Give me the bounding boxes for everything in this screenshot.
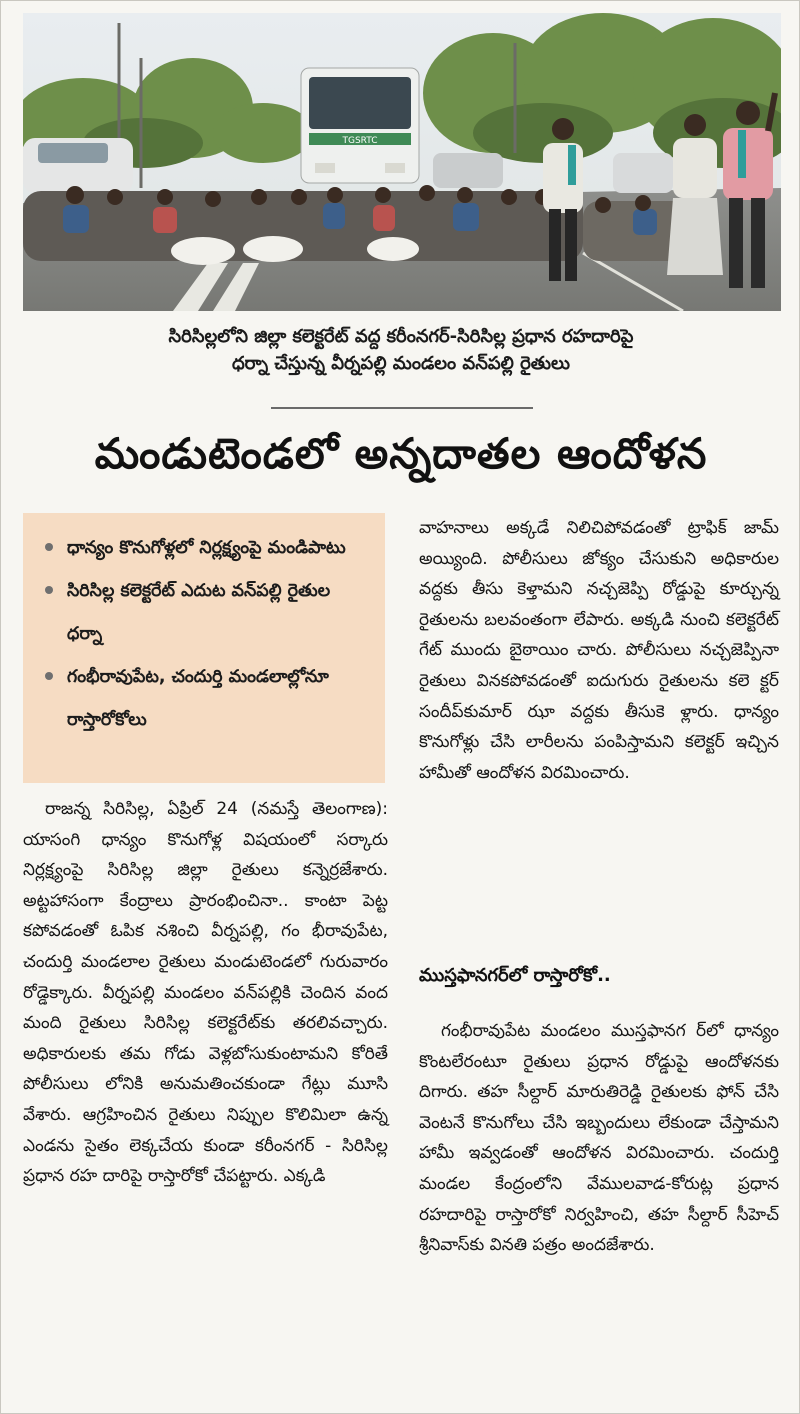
article-body-left: రాజన్న సిరిసిల్ల, ఏప్రిల్ 24 (నమస్తే తెలంగాణ): యాసంగి ధాన్యం కొనుగోళ్ల విషయంలో సర్కారు నిర్లక్ష్యంపై సిరిసిల్ల జిల్లా రైతులు కన్నెర్రజేశారు. అట్టహాసంగా కేంద్రాలు ప్రారంభించినా.. కాంటా పెట్ట కపోవడంతో ఓపిక నశించి వీర్నపల్లి, గం భీరావుపేట, చందుర్తి మండలాల రైతులు మండుటెండలో గురువారం రోడ్డెక్కారు. వీర్నపల్లి మండలం వన్‌పల్లికి చెందిన వంద మంది రైతులు సిరిసిల్ల కలెక్టరేట్‌కు తరలివచ్చారు. అధికారులకు తమ గోడు వెళ్లబోసుకుంటామని కోరితే పోలీసులు లోనికి అనుమతించకుండా గేట్లు మూసి వేశారు. ఆగ్రహించిన రైతులు నిప్పుల కొలిమిలా ఉన్న ఎండను సైతం లెక్కచేయ కుండా కరీంనగర్ - సిరిసిల్ల ప్రధాన రహ దారిపై రాస్తారోకో చేపట్టారు. ఎక్కడి — [23, 799, 388, 1187]
bus — [301, 68, 419, 183]
highlight-item: సిరిసిల్ల కలెక్టరేట్ ఎదుట వన్‌పల్లి రైతుల ధర్నా — [43, 570, 371, 656]
photo-caption-line-2: ధర్నా చేస్తున్న వీర్నపల్లి మండలం వన్‌పల్లి రైతులు — [231, 353, 571, 374]
article-body-right: వాహనాలు అక్కడే నిలిచిపోవడంతో ట్రాఫిక్ జామ్ అయ్యింది. పోలీసులు జోక్యం చేసుకుని అధికారుల వద్దకు తీసు కెళ్తామని నచ్చజెప్పి రోడ్డుపై కూర్చున్న రైతులను బలవంతంగా లేపారు. అక్కడి నుంచి కలెక్టరేట్ గేట్ ముందు బైఠాయిం చారు. పోలీసులు నచ్చజెప్పినా రైతులు వినకపోవడంతో ఐదుగురు రైతులను కలె క్టర్ సందీప్‌కుమార్ ఝా వద్దకు తీసుకె ళ్లారు. ధాన్యం కొనుగోళ్లు చేసి లారీలను పంపిస్తామని కలెక్టర్ ఇచ్చిన హామీతో ఆందోళన విరమించారు. — [419, 518, 779, 783]
car — [23, 138, 133, 193]
subheading: ముస్తఫానగర్‌లో రాస్తారోకో.. — [419, 965, 611, 986]
photo-caption-line-1: సిరిసిల్లలోని జిల్లా కలెక్టరేట్ వద్ద కరీంనగర్-సిరిసిల్ల ప్రధాన రహదారిపై — [168, 326, 634, 347]
highlight-item: ధాన్యం కొనుగోళ్లలో నిర్లక్ష్యంపై మండిపాటు — [43, 527, 371, 570]
headline: మండుటెండలో అన్నదాతల ఆందోళన — [94, 429, 708, 478]
bus-plate-text: TGSRTC — [342, 136, 378, 146]
protest-photo — [23, 13, 781, 311]
highlight-item: గంభీరావుపేట, చందుర్తి మండలాల్లోనూ రాస్తారోకోలు — [43, 656, 371, 742]
caption-divider — [271, 407, 533, 409]
protest-photo-illustration — [23, 13, 781, 311]
photo-caption — [41, 323, 761, 377]
article-body-right-continued: గంభీరావుపేట మండలం ముస్తఫానగ ర్‌లో ధాన్యం కొంటలేరంటూ రైతులు ప్రధాన రోడ్డుపై ఆందోళనకు దిగారు. తహ సీల్దార్ మారుతిరెడ్డి రైతులకు ఫోన్ చేసి వెంటనే కొనుగోలు చేసి ఇబ్బందులు లేకుండా చేస్తామని హామీ ఇవ్వడంతో ఆందోళన విరమించారు. చందుర్తి మండల కేంద్రంలోని వేములవాడ-కోరుట్ల ప్రధాన రహదారిపై రాస్తారోకో నిర్వహించి, తహ సీల్దార్ సీహెచ్ శ్రీనివాస్‌కు వినతి పత్రం అందజేశారు. — [419, 1021, 779, 1256]
highlights-box — [23, 513, 385, 783]
